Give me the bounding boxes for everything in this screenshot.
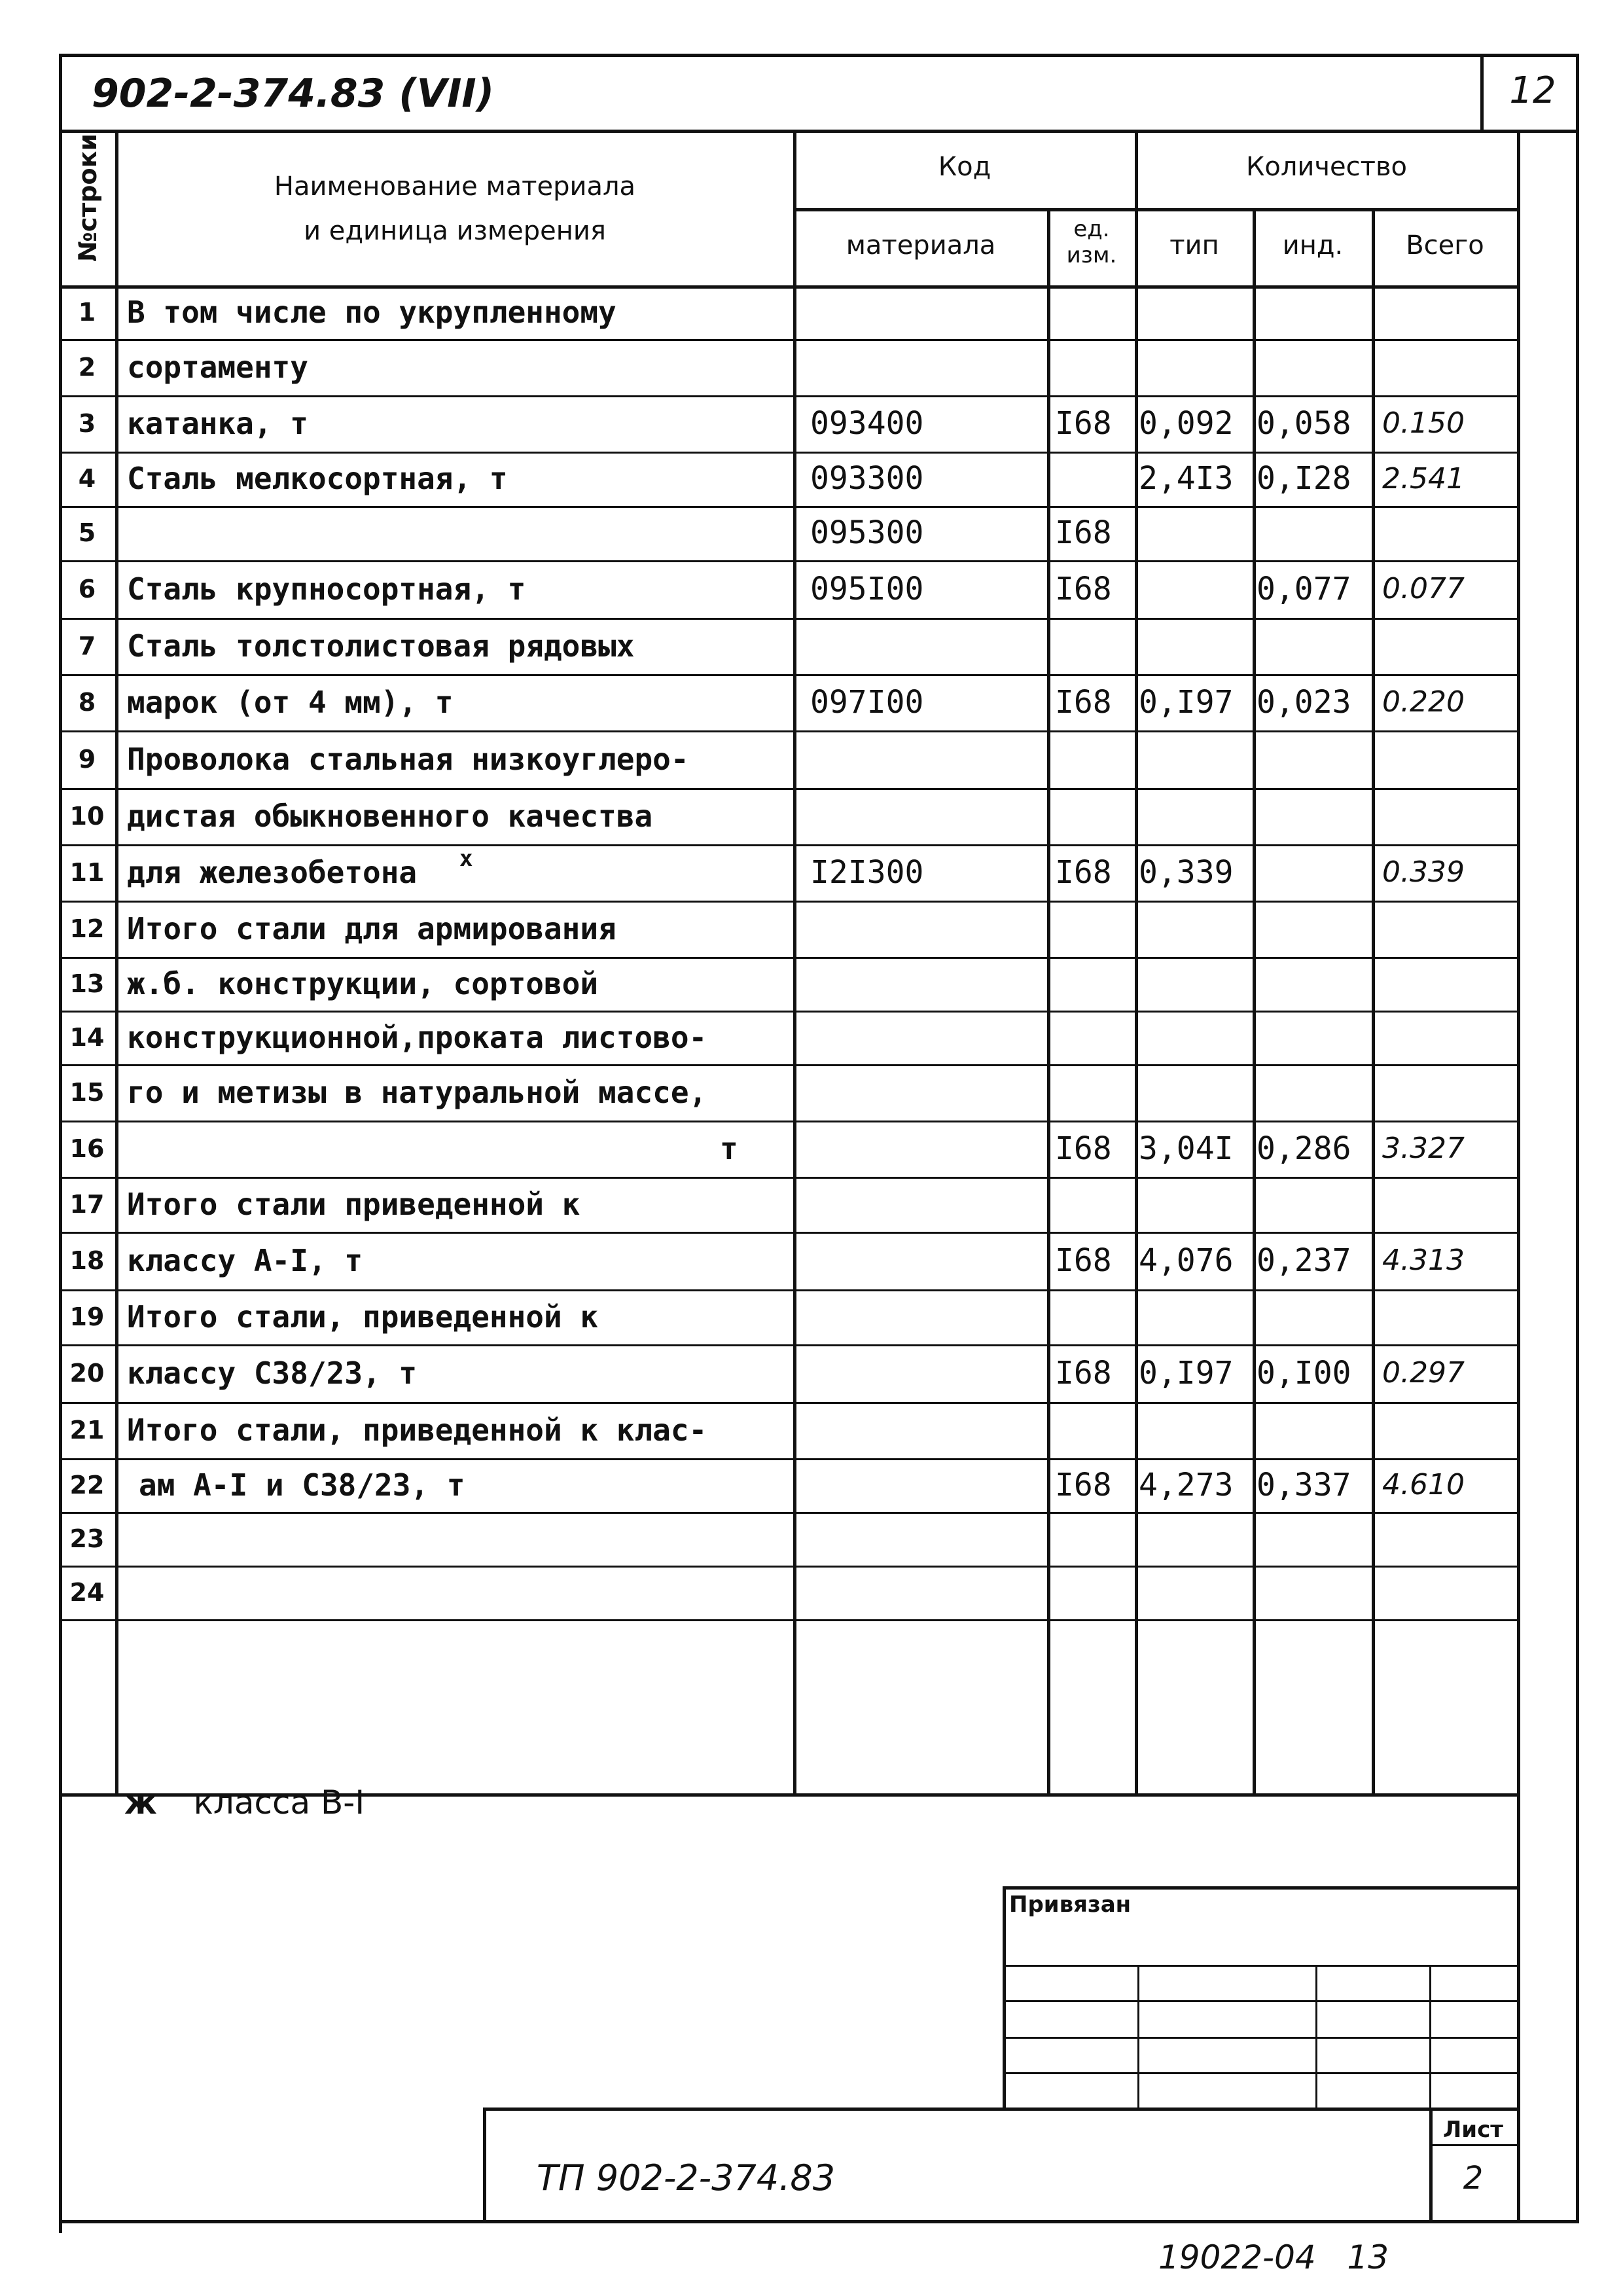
stamp-row-3 <box>1003 2037 1517 2039</box>
title-block-left <box>483 2108 486 2220</box>
material-name: классу С38/23, т <box>127 1355 418 1391</box>
material-name: Итого стали, приведенной к <box>127 1299 599 1335</box>
cell-unit: I68 <box>1055 514 1112 551</box>
row-number: 6 <box>78 575 96 603</box>
cell-code: 097I00 <box>810 684 924 721</box>
cell-unit: I68 <box>1055 854 1112 891</box>
cell-code: 093400 <box>810 405 924 442</box>
row-separator <box>59 506 1517 508</box>
cell-unit: I68 <box>1055 1355 1112 1391</box>
cell-total: 4.610 <box>1382 1468 1465 1501</box>
row-number: 19 <box>69 1302 105 1331</box>
rowno-header: №строки <box>73 134 102 262</box>
cell-type: 3,04I <box>1139 1130 1234 1167</box>
qty-type-header: тип <box>1169 230 1219 260</box>
cell-total: 0.297 <box>1382 1356 1465 1390</box>
row-number: 24 <box>69 1578 105 1607</box>
stamp-row-4 <box>1003 2072 1517 2074</box>
stamp-row-2 <box>1003 2000 1517 2002</box>
row-number: 11 <box>69 858 105 887</box>
qty-ind-header: инд. <box>1282 230 1344 260</box>
cell-total: 0.339 <box>1382 855 1465 889</box>
row-separator <box>59 1566 1517 1568</box>
name-header-line2: и единица измерения <box>304 216 606 246</box>
cell-unit: I68 <box>1055 405 1112 442</box>
material-name: го и метизы в натуральной массе, <box>127 1075 707 1110</box>
cell-code: 093300 <box>810 460 924 497</box>
row-number: 4 <box>78 464 96 493</box>
cell-ind: 0,337 <box>1257 1467 1351 1503</box>
row-separator <box>59 1619 1517 1621</box>
material-name: Проволока стальная низкоуглеро- <box>127 742 689 777</box>
material-name: Сталь крупносортная, т <box>127 571 526 607</box>
row-number: 18 <box>69 1246 105 1275</box>
sheet-label-line <box>1429 2144 1517 2146</box>
cell-ind: 0,I00 <box>1257 1355 1351 1391</box>
cell-total: 2.541 <box>1382 462 1465 495</box>
title-block-top <box>484 2108 1517 2111</box>
footnote-text: класса В-I <box>193 1784 365 1821</box>
row-number: 10 <box>69 802 105 831</box>
footnote <box>124 1784 365 1821</box>
material-name: В том числе по укрупленному <box>127 295 616 330</box>
qty-header: Количество <box>1245 152 1407 182</box>
material-name: Сталь толстолистовая рядовых <box>127 628 635 664</box>
header-bottom <box>59 130 1577 133</box>
stamp-bound-label: Привязан <box>1009 1892 1132 1918</box>
stamp-col-1 <box>1137 1965 1139 2109</box>
col-line-code <box>1047 209 1050 1795</box>
cell-ind: 0,023 <box>1257 684 1351 721</box>
row-number: 20 <box>69 1359 105 1388</box>
stamp-left <box>1003 1886 1006 2109</box>
material-name: для железобетона <box>127 855 418 890</box>
inner-right-border <box>1517 131 1520 2220</box>
col-line-unit <box>1135 130 1138 1795</box>
qty-total-header: Всего <box>1406 230 1484 260</box>
material-name: Итого стали для армирования <box>127 911 616 946</box>
material-name: ж.б. конструкции, сортовой <box>127 966 599 1001</box>
material-name: Сталь мелкосортная, т <box>127 461 508 496</box>
row-number: 3 <box>78 409 96 438</box>
frame-right <box>1576 54 1579 2223</box>
name-header-line1: Наименование материала <box>274 171 636 202</box>
cell-unit: I68 <box>1055 684 1112 721</box>
col-line-rowno <box>115 130 118 1795</box>
cell-total: 0.077 <box>1382 572 1465 605</box>
doc-code: 902-2-374.83 (VII) <box>92 71 495 117</box>
row-number: 22 <box>69 1471 105 1499</box>
stamp-col-2 <box>1315 1965 1317 2109</box>
cell-total: 4.313 <box>1382 1244 1465 1277</box>
footnote-reference: x <box>459 846 473 872</box>
sheet-value: 2 <box>1463 2160 1484 2197</box>
row-number: 15 <box>69 1078 105 1107</box>
doc-title: ТП 902-2-374.83 <box>537 2157 836 2198</box>
frame-bottom <box>59 2220 1577 2223</box>
cell-type: 2,4I3 <box>1139 460 1234 497</box>
material-name: дистая обыкновенного качества <box>127 798 653 834</box>
stamp-top <box>1003 1886 1517 1890</box>
row-number: 13 <box>69 969 105 998</box>
material-name: конструкционной,проката листово- <box>127 1020 707 1055</box>
row-number: 23 <box>69 1524 105 1553</box>
row-number: 17 <box>69 1190 105 1219</box>
stamp-col-3 <box>1429 1965 1431 2109</box>
material-name: ам А-I и С38/23, т <box>139 1467 465 1503</box>
cell-code: I2I300 <box>810 854 924 891</box>
col-line-name <box>793 130 796 1795</box>
header-divider <box>1480 54 1484 131</box>
cell-type: 4,076 <box>1139 1242 1234 1279</box>
cell-code: 095I00 <box>810 571 924 607</box>
cell-ind: 0,237 <box>1257 1242 1351 1279</box>
header-subdivider <box>793 208 1517 211</box>
row-number: 16 <box>69 1134 105 1163</box>
row-number: 12 <box>69 914 105 943</box>
row-number: 14 <box>69 1023 105 1052</box>
code-header: Код <box>938 152 991 182</box>
col-line-ind <box>1372 209 1375 1795</box>
cell-type: 0,339 <box>1139 854 1234 891</box>
sheet-label: Лист <box>1443 2117 1503 2143</box>
row-number: 9 <box>78 745 96 774</box>
code-unit-header: ед. изм. <box>1066 216 1117 268</box>
cell-unit: I68 <box>1055 1242 1112 1279</box>
cell-unit: I68 <box>1055 571 1112 607</box>
row-number: 1 <box>78 298 96 327</box>
material-name: т <box>720 1131 738 1166</box>
material-name: Итого стали, приведенной к клас- <box>127 1412 707 1448</box>
col-line-type <box>1253 209 1256 1795</box>
cell-unit: I68 <box>1055 1130 1112 1167</box>
row-number: 7 <box>78 632 96 660</box>
cell-ind: 0,058 <box>1257 405 1351 442</box>
cell-unit: I68 <box>1055 1467 1112 1503</box>
cell-type: 0,I97 <box>1139 1355 1234 1391</box>
material-name: классу А-I, т <box>127 1243 363 1278</box>
row-separator <box>59 1512 1517 1514</box>
archive-number: 19022-04 13 <box>1158 2238 1389 2276</box>
material-name: марок (от 4 мм), т <box>127 685 454 720</box>
material-name: Итого стали приведенной к <box>127 1187 580 1222</box>
cell-total: 0.150 <box>1382 406 1465 440</box>
row-number: 5 <box>78 518 96 547</box>
row-number: 2 <box>78 353 96 382</box>
sheet-number: 12 <box>1509 69 1556 112</box>
stamp-row-1 <box>1003 1965 1517 1967</box>
row-number: 8 <box>78 688 96 717</box>
row-number: 21 <box>69 1416 105 1444</box>
cell-ind: 0,I28 <box>1257 460 1351 497</box>
cell-type: 0,092 <box>1139 405 1234 442</box>
footnote-mark: ж <box>124 1784 157 1821</box>
cell-ind: 0,286 <box>1257 1130 1351 1167</box>
cell-code: 095300 <box>810 514 924 551</box>
cell-type: 4,273 <box>1139 1467 1234 1503</box>
material-name: сортаменту <box>127 350 308 385</box>
cell-type: 0,I97 <box>1139 684 1234 721</box>
cell-total: 0.220 <box>1382 685 1465 719</box>
frame-top <box>59 54 1577 57</box>
material-name: катанка, т <box>127 406 308 441</box>
cell-total: 3.327 <box>1382 1132 1465 1165</box>
cell-ind: 0,077 <box>1257 571 1351 607</box>
code-material-header: материала <box>846 230 996 260</box>
